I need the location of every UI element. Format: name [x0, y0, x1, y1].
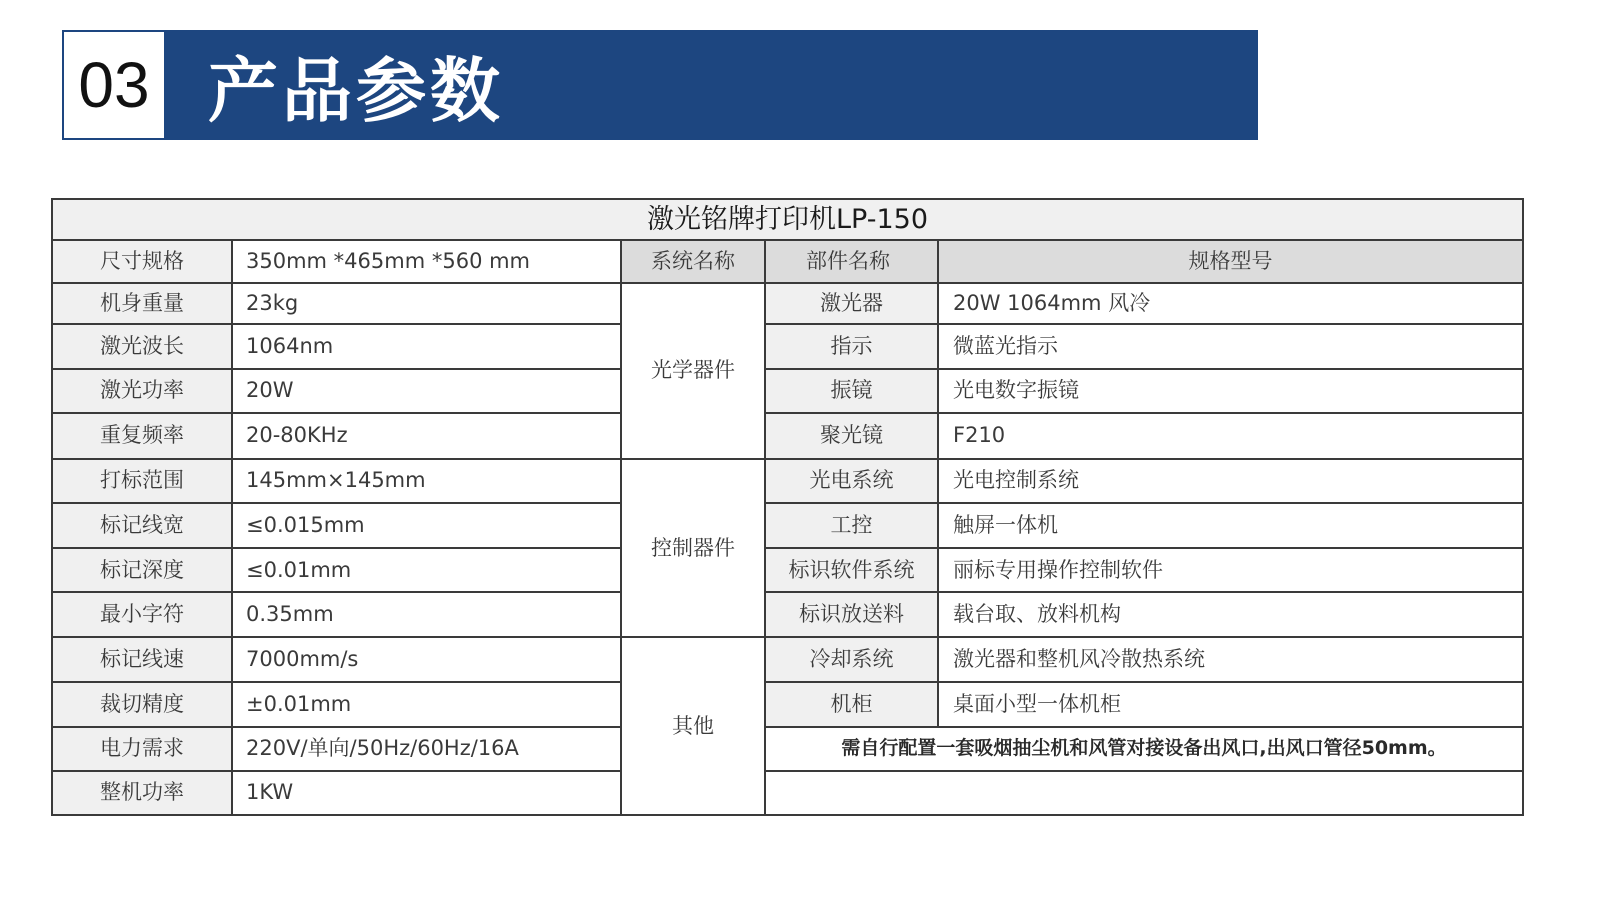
table-row	[52, 771, 1523, 815]
param-value: 7000mm/s	[232, 637, 621, 681]
param-value: 23kg	[232, 283, 621, 324]
table-title: 激光铭牌打印机LP-150	[52, 199, 1523, 240]
param-label: 最小字符	[52, 592, 232, 637]
part-name: 工控	[765, 503, 938, 548]
param-value: 0.35mm	[232, 592, 621, 637]
param-label: 机身重量	[52, 283, 232, 324]
part-name: 标识软件系统	[765, 548, 938, 592]
param-value: 1064nm	[232, 324, 621, 368]
part-spec: 光电控制系统	[938, 459, 1523, 503]
column-header-part: 部件名称	[765, 240, 938, 283]
table-row	[52, 548, 1523, 592]
part-name: 机柜	[765, 682, 938, 727]
system-name-control: 控制器件	[621, 459, 765, 638]
param-label: 标记深度	[52, 548, 232, 592]
table-row	[52, 592, 1523, 637]
part-spec: 激光器和整机风冷散热系统	[938, 637, 1523, 681]
system-name-optics: 光学器件	[621, 283, 765, 459]
param-value: 145mm×145mm	[232, 459, 621, 503]
param-value: 20-80KHz	[232, 413, 621, 459]
part-spec: 20W 1064mm 风冷	[938, 283, 1523, 324]
empty-cell	[765, 771, 1523, 815]
param-label: 打标范围	[52, 459, 232, 503]
param-value: 220V/单向/50Hz/60Hz/16A	[232, 727, 621, 771]
table-row	[52, 413, 1523, 459]
section-number: 03	[64, 32, 164, 138]
param-label: 标记线速	[52, 637, 232, 681]
part-name: 振镜	[765, 369, 938, 413]
table-row	[52, 637, 1523, 681]
param-value: 1KW	[232, 771, 621, 815]
part-name: 光电系统	[765, 459, 938, 503]
param-value: ±0.01mm	[232, 682, 621, 727]
part-name: 标识放送料	[765, 592, 938, 637]
column-header-system: 系统名称	[621, 240, 765, 283]
param-label: 激光波长	[52, 324, 232, 368]
part-spec: 微蓝光指示	[938, 324, 1523, 368]
table-row	[52, 240, 1523, 283]
param-value: ≤0.015mm	[232, 503, 621, 548]
param-label: 电力需求	[52, 727, 232, 771]
param-label: 重复频率	[52, 413, 232, 459]
param-value: ≤0.01mm	[232, 548, 621, 592]
table-row	[52, 727, 1523, 771]
spec-table	[51, 198, 1524, 816]
part-spec: 载台取、放料机构	[938, 592, 1523, 637]
part-name: 指示	[765, 324, 938, 368]
part-name: 激光器	[765, 283, 938, 324]
table-row	[52, 682, 1523, 727]
table-title-row	[52, 199, 1523, 240]
param-value: 350mm *465mm *560 mm	[232, 240, 621, 283]
ventilation-note: 需自行配置一套吸烟抽尘机和风管对接设备出风口,出风口管径50mm。	[765, 727, 1523, 771]
param-value: 20W	[232, 369, 621, 413]
param-label: 激光功率	[52, 369, 232, 413]
table-row	[52, 283, 1523, 324]
table-row	[52, 503, 1523, 548]
param-label: 尺寸规格	[52, 240, 232, 283]
part-spec: 丽标专用操作控制软件	[938, 548, 1523, 592]
part-spec: 触屏一体机	[938, 503, 1523, 548]
part-spec: 光电数字振镜	[938, 369, 1523, 413]
param-label: 裁切精度	[52, 682, 232, 727]
param-label: 标记线宽	[52, 503, 232, 548]
table-row	[52, 324, 1523, 368]
table-row	[52, 369, 1523, 413]
part-spec: F210	[938, 413, 1523, 459]
part-spec: 桌面小型一体机柜	[938, 682, 1523, 727]
part-name: 冷却系统	[765, 637, 938, 681]
column-header-spec: 规格型号	[938, 240, 1523, 283]
system-name-other: 其他	[621, 637, 765, 815]
param-label: 整机功率	[52, 771, 232, 815]
page-title: 产品参数	[208, 49, 504, 132]
part-name: 聚光镜	[765, 413, 938, 459]
table-row	[52, 459, 1523, 503]
